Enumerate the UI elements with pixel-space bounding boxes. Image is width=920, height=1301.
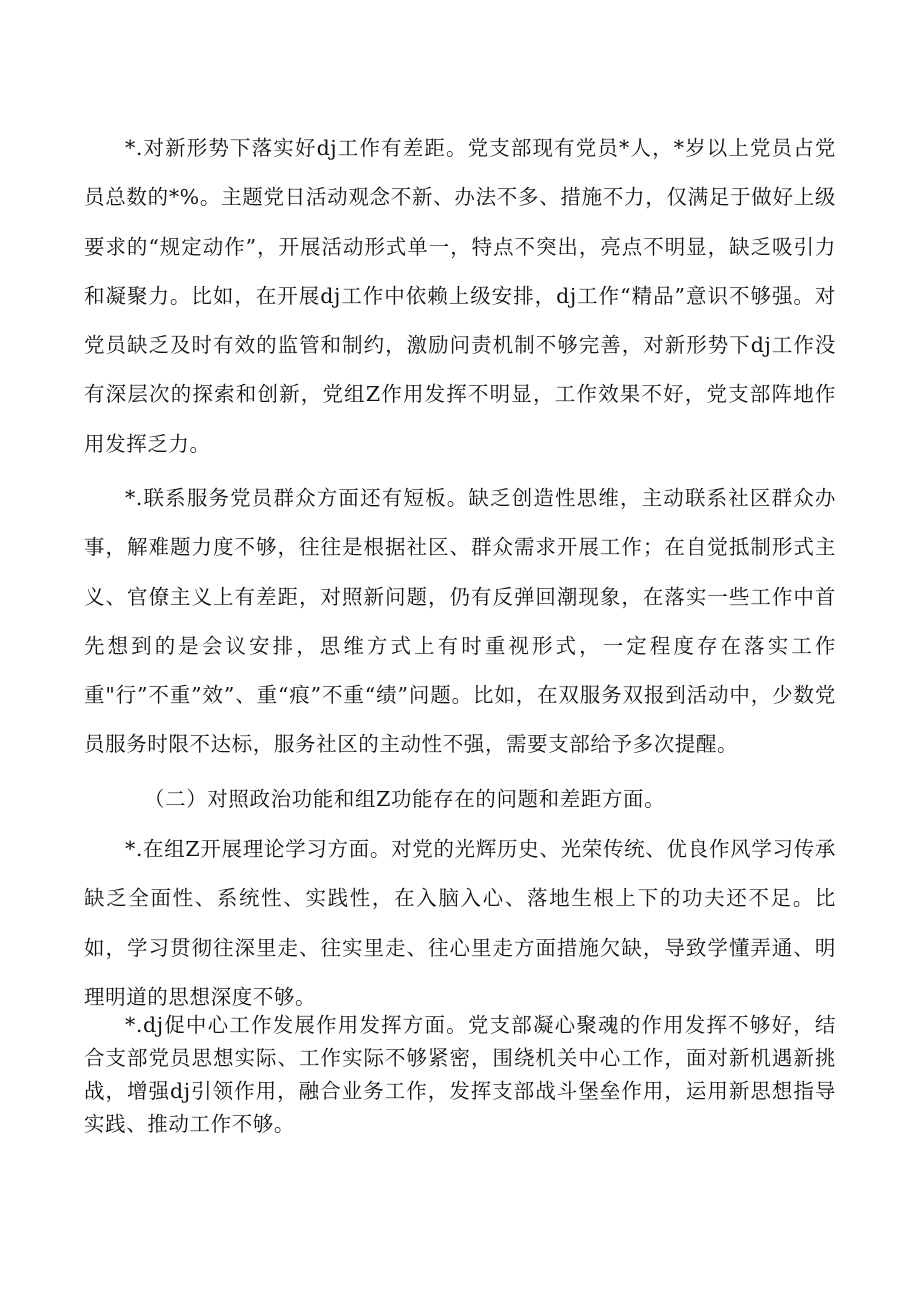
paragraph-service-shortcoming: *.联系服务党员群众方面还有短板。缺乏创造性思维，主动联系社区群众办事，解难题力度不够，往往是根据社区、群众需求开展工作；在自觉抵制形式主义、官僚主义上有差距，对照新问题，仍有反弹回潮现象，在落实一些工作中首先想到的是会议安排，思维方式上有时重视形式，一定程度存在落实工作重"行”不重”效”、重“痕”不重“绩”问题。比如，在双服务双报到活动中，少数党员服务时限不达标，服务社区的主动性不强，需要支部给予多次提醒。 <box>84 486 836 757</box>
paragraph-theory-study: *.在组Z开展理论学习方面。对党的光辉历史、光荣传统、优良作风学习传承缺乏全面性、系统性、实践性，在入脑入心、落地生根上下的功夫还不足。比如，学习贯彻往深里走、往实里走、往心里走方面措施欠缺，导致学懂弄通、明理明道的思想深度不够。 <box>84 837 836 1009</box>
paragraph-central-work: *.dj促中心工作发展作用发挥方面。党支部凝心聚魂的作用发挥不够好，结合支部党员思想实际、工作实际不够紧密，围绕机关中心工作，面对新机遇新挑战，增强dj引领作用，融合业务工作，发挥支部战斗堡垒作用，运用新思想指导实践、推动工作不够。 <box>84 1013 836 1136</box>
section-heading-political-function: （二）对照政治功能和组Z功能存在的问题和差距方面。 <box>144 787 666 811</box>
paragraph-party-work-gap: *.对新形势下落实好dj工作有差距。党支部现有党员*人，*岁以上党员占党员总数的*%。主题党日活动观念不新、办法不多、措施不力，仅满足于做好上级要求的“规定动作”，开展活动形式单一，特点不突出，亮点不明显，缺乏吸引力和凝聚力。比如，在开展dj工作中依赖上级安排，dj工作“精品”意识不够强。对党员缺乏及时有效的监管和制约，激励问责机制不够完善，对新形势下dj工作没有深层次的探索和创新，党组Z作用发挥不明显，工作效果不好，党支部阵地作用发挥乏力。 <box>84 136 836 456</box>
